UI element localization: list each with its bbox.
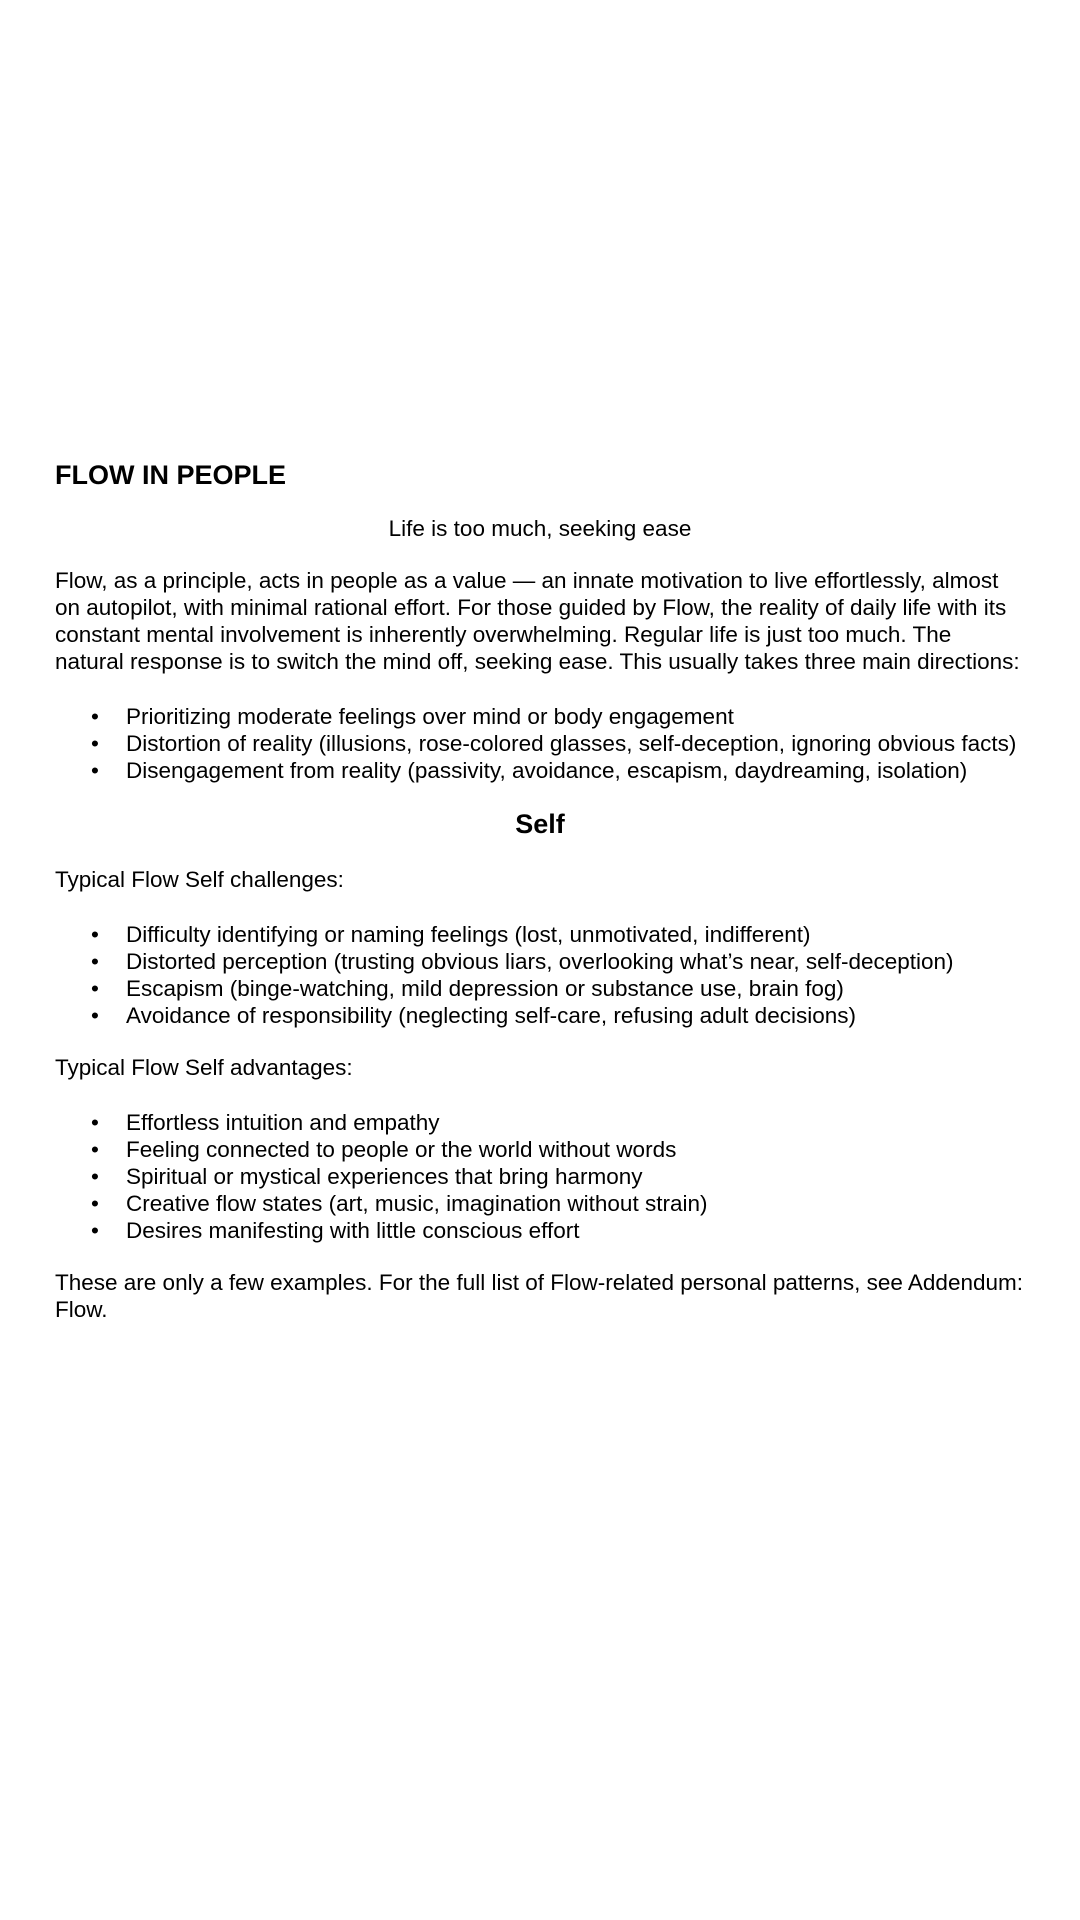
list-item — [55, 1109, 1025, 1136]
bullet-icon: • — [91, 1164, 99, 1189]
section-title-self: Self — [515, 809, 565, 839]
list-item — [55, 730, 1025, 757]
list-item — [55, 1002, 1025, 1029]
list-item — [55, 921, 1025, 948]
list-item — [55, 975, 1025, 1002]
advantages-intro: Typical Flow Self advantages: — [55, 1055, 353, 1080]
list-item-text: Distortion of reality (illusions, rose-colored glasses, self-deception, ignoring obvious facts) — [126, 731, 1017, 756]
list-item-text: Prioritizing moderate feelings over mind or body engagement — [126, 704, 734, 729]
bullet-icon: • — [91, 1137, 99, 1162]
bullet-icon: • — [91, 922, 99, 947]
page-heading: FLOW IN PEOPLE — [55, 460, 287, 490]
challenges-list — [55, 921, 1025, 1029]
list-item-text: Distorted perception (trusting obvious liars, overlooking what’s near, self-deception) — [126, 949, 954, 974]
list-item — [55, 948, 1025, 975]
bullet-icon: • — [91, 1218, 99, 1243]
list-item — [55, 1163, 1025, 1190]
list-item — [55, 703, 1025, 730]
list-item — [55, 757, 1025, 784]
list-item-text: Feeling connected to people or the world without words — [126, 1137, 677, 1162]
bullet-icon: • — [91, 731, 99, 756]
page-subtitle: Life is too much, seeking ease — [388, 516, 692, 541]
bullet-icon: • — [91, 1003, 99, 1028]
bullet-icon: • — [91, 1110, 99, 1135]
directions-list — [55, 703, 1025, 784]
list-item — [55, 1217, 1025, 1244]
intro-paragraph: Flow, as a principle, acts in people as a value — an innate motivation to live effortlessly, almost on autopilot, with minimal rational effort. For those guided by Flow, the reality of daily life with its constant mental involvement is inherently overwhelming. Regular life is just too much. The natural response is to switch the mind off, seeking ease. This usually takes three main directions: — [55, 568, 1020, 674]
bullet-icon: • — [91, 704, 99, 729]
document-page — [55, 458, 1025, 1323]
list-item-text: Spiritual or mystical experiences that bring harmony — [126, 1164, 643, 1189]
list-item-text: Desires manifesting with little conscious effort — [126, 1218, 580, 1243]
list-item-text: Effortless intuition and empathy — [126, 1110, 440, 1135]
list-item-text: Creative flow states (art, music, imagination without strain) — [126, 1191, 708, 1216]
list-item-text: Avoidance of responsibility (neglecting self-care, refusing adult decisions) — [126, 1003, 856, 1028]
list-item — [55, 1190, 1025, 1217]
list-item-text: Disengagement from reality (passivity, avoidance, escapism, daydreaming, isolation) — [126, 758, 968, 783]
bullet-icon: • — [91, 976, 99, 1001]
bullet-icon: • — [91, 1191, 99, 1216]
list-item-text: Difficulty identifying or naming feelings (lost, unmotivated, indifferent) — [126, 922, 811, 947]
bullet-icon: • — [91, 758, 99, 783]
list-item-text: Escapism (binge-watching, mild depression or substance use, brain fog) — [126, 976, 844, 1001]
challenges-intro: Typical Flow Self challenges: — [55, 867, 344, 892]
bullet-icon: • — [91, 949, 99, 974]
list-item — [55, 1136, 1025, 1163]
advantages-list — [55, 1109, 1025, 1244]
closing-paragraph: These are only a few examples. For the full list of Flow-related personal patterns, see Addendum: Flow. — [55, 1270, 1023, 1322]
